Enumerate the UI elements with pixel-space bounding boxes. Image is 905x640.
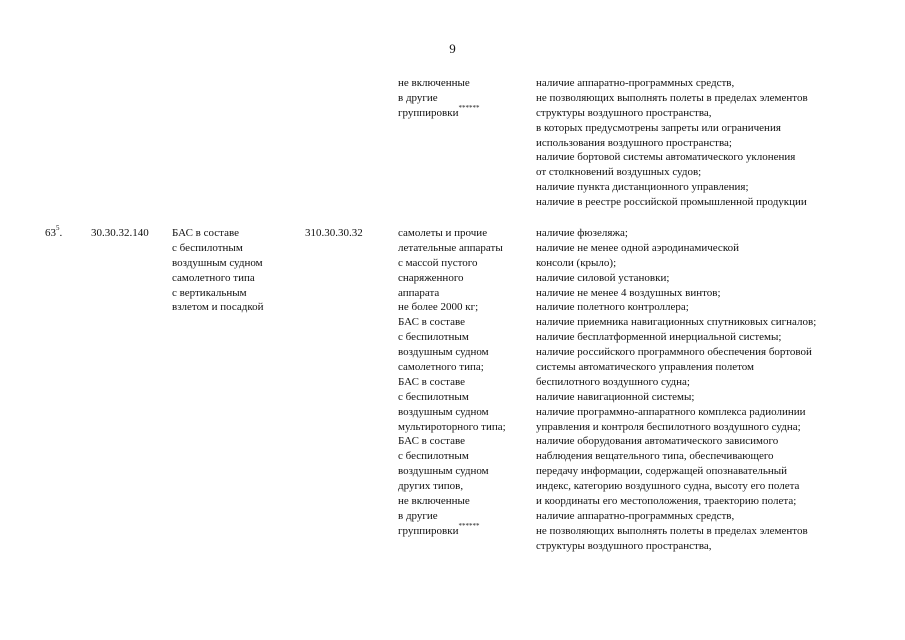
description-line: БАС в составе bbox=[398, 316, 465, 329]
row-number: $63^5$. bbox=[45, 224, 63, 239]
description-line: самолеты и прочие bbox=[398, 227, 488, 239]
requirement-line: наличие не менее одной аэродинамической bbox=[536, 241, 739, 254]
description-line: с массой пустого bbox=[398, 256, 478, 269]
row-description bbox=[398, 226, 506, 539]
description-line: не включенные bbox=[398, 495, 470, 508]
requirement-line: наличие приемника навигационных спутниковых сигналов; bbox=[536, 316, 817, 329]
requirement-line: наличие пункта дистанционного управления; bbox=[536, 181, 749, 194]
description-line: группировки****** bbox=[398, 521, 480, 537]
requirement-line: наличие не менее 4 воздушных винтов; bbox=[536, 286, 721, 299]
requirement-line: наличие силовой установки; bbox=[536, 271, 670, 284]
requirement-line: наличие аппаратно-программных средств, bbox=[536, 77, 735, 89]
requirement-line: наблюдения вещательного типа, обеспечивающего bbox=[536, 450, 774, 463]
requirement-line: передачу информации, содержащей опознавательный bbox=[536, 465, 788, 478]
description-line: воздушным судном bbox=[398, 346, 489, 359]
requirement-line: в которых предусмотрены запреты или ограничения bbox=[536, 121, 781, 134]
requirement-line: индекс, категорию воздушного судна, высоту его полета bbox=[536, 480, 800, 493]
requirement-line: наличие в реестре российской промышленной продукции bbox=[536, 196, 807, 209]
requirement-line: не позволяющих выполнять полеты в пределах элементов bbox=[536, 524, 808, 537]
requirement-line: наличие бесплатформенной инерциальной системы; bbox=[536, 331, 782, 344]
requirement-line: и координаты его местоположения, траекторию полета; bbox=[536, 495, 797, 508]
description-line: снаряженного bbox=[398, 271, 464, 284]
requirement-line: структуры воздушного пространства, bbox=[536, 106, 712, 119]
name-line: с вертикальным bbox=[172, 286, 247, 299]
description-line: летательные аппараты bbox=[398, 241, 503, 254]
description-line: воздушным судном bbox=[398, 465, 489, 478]
description-line: БАС в составе bbox=[398, 435, 465, 448]
description-line: мультироторного типа; bbox=[398, 420, 506, 433]
description-line: воздушным судном bbox=[398, 405, 489, 418]
row-name bbox=[172, 226, 264, 315]
row-requirements bbox=[536, 226, 816, 554]
description-line: в другие bbox=[398, 91, 438, 104]
requirement-line: наличие полетного контроллера; bbox=[536, 301, 689, 314]
description-line: аппарата bbox=[398, 286, 440, 299]
description-line: группировки****** bbox=[398, 103, 480, 119]
description-line: с беспилотным bbox=[398, 450, 469, 463]
requirement-line: системы автоматического управления полетом bbox=[536, 361, 755, 374]
description-line: не включенные bbox=[398, 77, 470, 89]
page-number: 9 bbox=[449, 41, 456, 56]
requirement-line: структуры воздушного пространства, bbox=[536, 539, 712, 552]
description-line: БАС в составе bbox=[398, 375, 465, 388]
description-line: других типов, bbox=[398, 480, 464, 493]
name-line: взлетом и посадкой bbox=[172, 301, 264, 314]
name-line: воздушным судном bbox=[172, 256, 263, 269]
name-line: БАС в составе bbox=[172, 227, 239, 239]
name-line: самолетного типа bbox=[172, 271, 255, 284]
description-line: самолетного типа; bbox=[398, 361, 484, 374]
footnote-mark: ****** bbox=[458, 521, 480, 530]
requirement-line: наличие оборудования автоматического зависимого bbox=[536, 435, 779, 448]
requirement-line: беспилотного воздушного судна; bbox=[536, 375, 690, 388]
row-code: 30.30.32.140 bbox=[91, 227, 149, 239]
requirement-line: наличие программно-аппаратного комплекса радиолинии bbox=[536, 405, 806, 418]
requirement-line: наличие аппаратно-программных средств, bbox=[536, 509, 735, 522]
requirement-line: наличие бортовой системы автоматического уклонения bbox=[536, 151, 796, 164]
description-line: с беспилотным bbox=[398, 390, 469, 403]
requirement-line: наличие навигационной системы; bbox=[536, 390, 695, 403]
requirement-line: не позволяющих выполнять полеты в пределах элементов bbox=[536, 91, 808, 104]
requirement-line: от столкновений воздушных судов; bbox=[536, 166, 702, 179]
continuation-requirements bbox=[536, 76, 808, 210]
description-line: в другие bbox=[398, 509, 438, 522]
row-tnved-code: 310.30.30.32 bbox=[305, 227, 363, 239]
requirement-line: наличие фюзеляжа; bbox=[536, 227, 628, 239]
description-line: с беспилотным bbox=[398, 331, 469, 344]
footnote-mark: ****** bbox=[458, 103, 480, 112]
requirement-line: управления и контроля беспилотного воздушного судна; bbox=[536, 420, 801, 433]
requirement-line: наличие российского программного обеспечения бортовой bbox=[536, 346, 812, 359]
description-line: не более 2000 кг; bbox=[398, 301, 479, 314]
requirement-line: использования воздушного пространства; bbox=[536, 136, 732, 149]
name-line: с беспилотным bbox=[172, 241, 243, 254]
continuation-description bbox=[398, 76, 479, 121]
requirement-line: консоли (крыло); bbox=[536, 256, 617, 269]
